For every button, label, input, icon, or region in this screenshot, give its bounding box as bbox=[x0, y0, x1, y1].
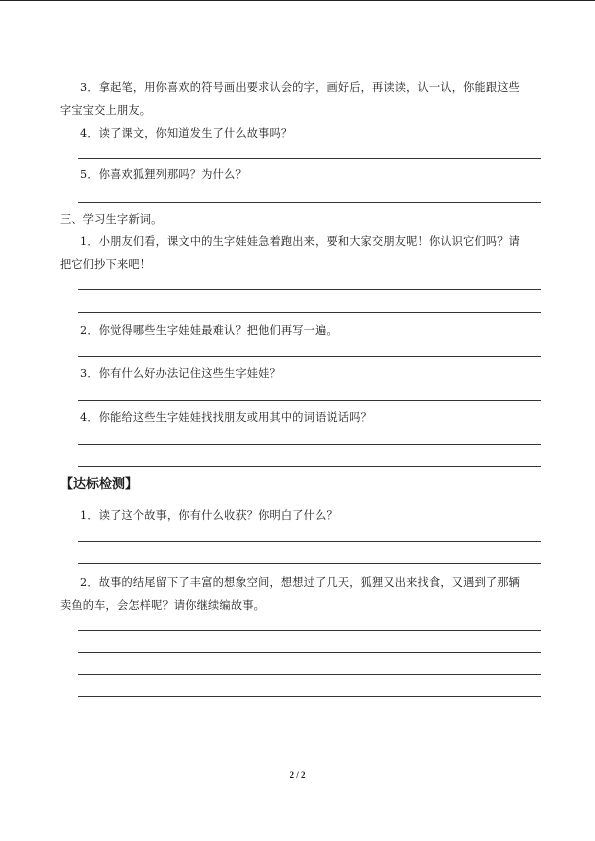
page-number: 2 / 2 bbox=[289, 770, 306, 780]
question-3-line-2: 字宝宝交上朋友。 bbox=[60, 104, 152, 117]
assessment-question-2-line-1: 2．故事的结尾留下了丰富的想象空间，想想过了几天，狐狸又出来找食，又遇到了那辆 bbox=[80, 576, 521, 589]
answer-line[interactable] bbox=[78, 312, 541, 313]
question-4: 4．读了课文，你知道发生了什么故事吗？ bbox=[80, 127, 293, 140]
answer-line[interactable] bbox=[78, 563, 541, 564]
section-3-question-4: 4．你能给这些生字娃娃找找朋友或用其中的词语说话吗？ bbox=[80, 411, 373, 424]
assessment-heading: 【达标检测】 bbox=[60, 477, 139, 492]
answer-line[interactable] bbox=[78, 541, 541, 542]
answer-line[interactable] bbox=[78, 289, 541, 290]
section-3-question-1-line-2: 把它们抄下来吧！ bbox=[60, 258, 152, 271]
assessment-question-1: 1．读了这个故事，你有什么收获？你明白了什么？ bbox=[80, 509, 338, 522]
question-5: 5．你喜欢狐狸列那吗？为什么？ bbox=[80, 168, 247, 181]
section-3-question-3: 3．你有什么好办法记住这些生字娃娃？ bbox=[80, 367, 281, 380]
answer-line[interactable] bbox=[78, 444, 541, 445]
answer-line[interactable] bbox=[78, 202, 541, 203]
section-3-heading: 三、学习生字新词。 bbox=[60, 213, 163, 226]
answer-line[interactable] bbox=[78, 674, 541, 675]
answer-line[interactable] bbox=[78, 158, 541, 159]
answer-line[interactable] bbox=[78, 696, 541, 697]
answer-line[interactable] bbox=[78, 356, 541, 357]
answer-line[interactable] bbox=[78, 630, 541, 631]
section-3-question-2: 2．你觉得哪些生字娃娃最难认？把他们再写一遍。 bbox=[80, 324, 338, 337]
answer-line[interactable] bbox=[78, 400, 541, 401]
assessment-question-2-line-2: 卖鱼的车，会怎样呢？请你继续编故事。 bbox=[60, 599, 265, 612]
section-3-question-1-line-1: 1．小朋友们看，课文中的生字娃娃急着跑出来，要和大家交朋友呢！你认识它们吗？请 bbox=[80, 235, 521, 248]
answer-line[interactable] bbox=[78, 466, 541, 467]
answer-line[interactable] bbox=[78, 652, 541, 653]
question-3-line-1: 3．拿起笔，用你喜欢的符号画出要求认会的字，画好后，再读读，认一认，你能跟这些 bbox=[80, 81, 521, 94]
header-rule bbox=[0, 0, 595, 1]
